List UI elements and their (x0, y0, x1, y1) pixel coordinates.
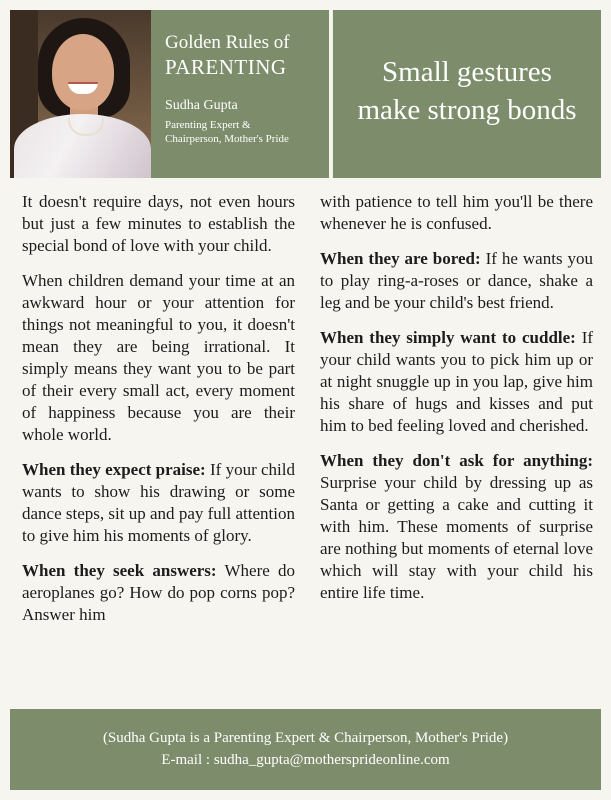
author-photo (10, 10, 151, 178)
author-role (165, 118, 329, 146)
article-page (10, 10, 601, 790)
praise-text: If your child wants to show his drawing or some dance steps, sit up and pay full attention to give him his moments of glory. (22, 460, 295, 545)
praise-heading: When they expect praise: (22, 460, 206, 479)
answers-text-left: Where do aeroplanes go? How do pop corns pop? Answer him (22, 561, 295, 624)
cuddle-paragraph (320, 327, 593, 437)
footer-bio: (Sudha Gupta is a Parenting Expert & Chairperson, Mother's Pride) (102, 730, 509, 746)
right-column (320, 191, 593, 617)
headline-box (332, 10, 601, 178)
anything-heading: When they don't ask for anything: (320, 451, 593, 470)
cuddle-heading: When they simply want to cuddle: (320, 328, 576, 347)
answers-continued: with patience to tell him you'll be there whenever he is confused. (320, 192, 593, 233)
header (10, 10, 601, 178)
left-column (22, 191, 295, 639)
anything-paragraph (320, 450, 593, 604)
intro-paragraph-1: It doesn't require days, not even hours but just a few minutes to establish the special bond of love with your child. (22, 192, 295, 255)
anything-text: Surprise your child by dressing up as Santa or getting a cake and cutting it with him. These moments of surprise are nothing but moments of eternal love which will stay with your child his entire life time. (320, 473, 593, 602)
author-role-line1: Parenting Expert & (165, 119, 251, 131)
author-role-line2: Chairperson, Mother's Pride (165, 133, 289, 145)
column-title-line2: PARENTING (165, 55, 287, 79)
bored-text: If he wants you to play ring-a-roses or dance, shake a leg and be your child's best friend. (320, 249, 594, 312)
cuddle-text: If your child wants you to pick him up or at night snuggle up in you lap, give him his share of hugs and kisses and put him to bed feeling loved and cherished. (320, 328, 594, 435)
author-name: Sudha Gupta (165, 98, 238, 113)
bored-heading: When they are bored: (320, 249, 481, 268)
column-title-line1: Golden Rules of (165, 32, 290, 53)
answers-heading: When they seek answers: (22, 561, 217, 580)
bored-paragraph (320, 248, 593, 314)
intro-paragraph-2: When children demand your time at an awkward hour or your attention for things not meaningful to you, it doesn't mean they are being irrational. It simply means they want you to be part of their every small act, every moment of happiness because you are their whole world. (22, 271, 295, 444)
praise-paragraph (22, 459, 295, 547)
footer-email: E-mail : sudha_gupta@mothersprideonline.com (161, 752, 450, 768)
headline: Small gestures make strong bonds (357, 56, 577, 126)
column-title-box (151, 10, 329, 178)
footer (10, 709, 601, 790)
answers-paragraph (22, 560, 295, 626)
